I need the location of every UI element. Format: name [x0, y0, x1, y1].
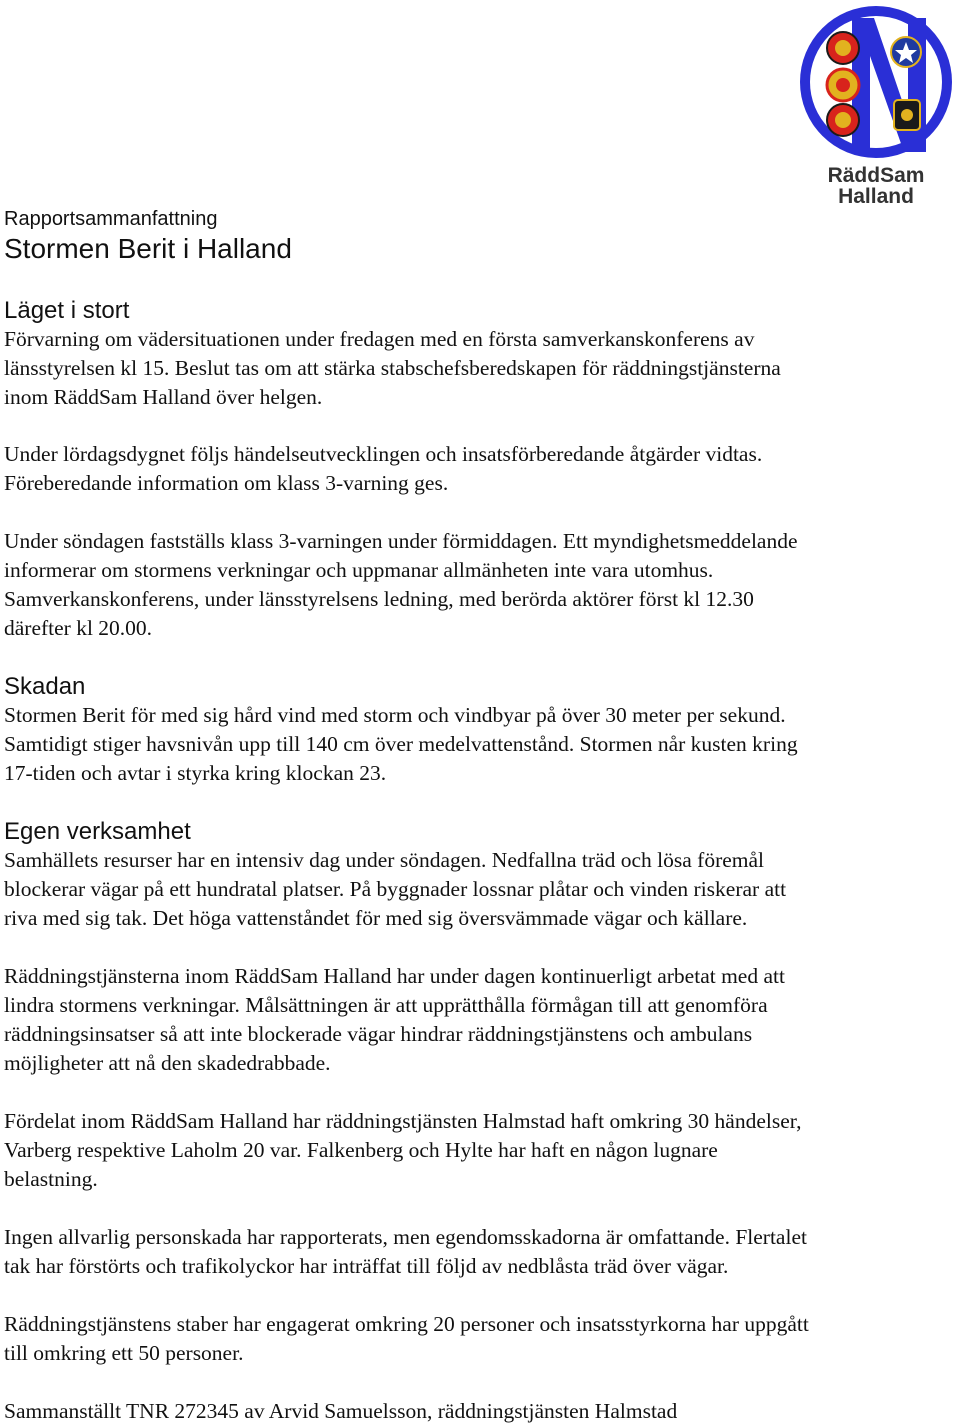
paragraph-egen-5 — [4, 1310, 809, 1368]
text-line: informerar om stormens verkningar och uppmanar allmänheten inte vara utomhus. — [4, 558, 714, 582]
section-heading-skadan: Skadan — [4, 673, 86, 700]
text-line: Förvarning om vädersituationen under fredagen med en första samverkanskonferens av — [4, 327, 755, 351]
page-title: Stormen Berit i Halland — [4, 233, 292, 264]
text-line: riva med sig tak. Det höga vattenståndet för med sig översvämmade vägar och källare. — [4, 906, 748, 930]
text-line: Räddningstjänstens staber har engagerat omkring 20 personer och insatsstyrkorna har uppgått — [4, 1312, 809, 1336]
text-line: Under söndagen fastställs klass 3-varningen under förmiddagen. Ett myndighetsmeddelande — [4, 529, 798, 553]
text-line: Stormen Berit för med sig hård vind med storm och vindbyar på över 30 meter per sekund. — [4, 703, 786, 727]
logo-text-raddsam: RäddSam — [827, 164, 925, 187]
paragraph-laget-2 — [4, 440, 762, 498]
text-line: 17-tiden och avtar i styrka kring klockan 23. — [4, 761, 387, 785]
text-line: till omkring ett 50 personer. — [4, 1341, 244, 1365]
text-line: Räddningstjänsterna inom RäddSam Halland har under dagen kontinuerligt arbetat med att — [4, 964, 785, 988]
report-kicker: Rapportsammanfattning — [4, 208, 218, 230]
text-line: Varberg respektive Laholm 20 var. Falkenberg och Hylte har haft en någon lugnare — [4, 1138, 718, 1162]
section-heading-egen-verksamhet: Egen verksamhet — [4, 818, 191, 845]
text-line: Föreberedande information om klass 3-varning ges. — [4, 471, 449, 495]
paragraph-egen-4 — [4, 1223, 807, 1281]
paragraph-egen-2 — [4, 962, 785, 1078]
text-line: möjligheter att nå den skadedrabbade. — [4, 1051, 331, 1075]
paragraph-egen-1 — [4, 846, 786, 933]
text-line: Samverkanskonferens, under länsstyrelsens ledning, med berörda aktörer först kl 12.30 — [4, 587, 754, 611]
compiled-by-signature — [4, 1397, 677, 1426]
text-line: blockerar vägar på ett hundratal platser. På byggnader lossnar plåtar och vinden riskerar att — [4, 877, 787, 901]
text-line: Sammanställt TNR 272345 av Arvid Samuelsson, räddningstjänsten Halmstad — [4, 1399, 678, 1423]
paragraph-skadan-1 — [4, 701, 798, 788]
text-line: räddningsinsatser så att inte blockerade vägar hindrar räddningstjänstens och ambulans — [4, 1022, 753, 1046]
paragraph-laget-1 — [4, 325, 781, 412]
text-line: lindra stormens verkningar. Målsättningen är att upprätthålla förmågan till att genomföra — [4, 993, 768, 1017]
logo-text-halland: Halland — [838, 185, 914, 208]
text-line: inom RäddSam Halland över helgen. — [4, 385, 323, 409]
text-line: Ingen allvarlig personskada har rapporterats, men egendomsskadorna är omfattande. Flertalet — [4, 1225, 807, 1249]
section-heading-laget: Läget i stort — [4, 297, 130, 324]
text-line: Samtidigt stiger havsnivån upp till 140 cm över medelvattenstånd. Stormen når kusten kring — [4, 732, 798, 756]
paragraph-laget-3 — [4, 527, 798, 643]
text-line: därefter kl 20.00. — [4, 616, 153, 640]
paragraph-egen-3 — [4, 1107, 801, 1194]
text-line: Fördelat inom RäddSam Halland har räddningstjänsten Halmstad haft omkring 30 händelser, — [4, 1109, 802, 1133]
text-line: tak har förstörts och trafikolyckor har inträffat till följd av nedblåsta träd över vägar. — [4, 1254, 729, 1278]
text-line: belastning. — [4, 1167, 98, 1191]
text-line: Samhällets resurser har en intensiv dag under söndagen. Nedfallna träd och lösa föremål — [4, 848, 765, 872]
raddsam-halland-logo — [796, 2, 956, 210]
text-line: Under lördagsdygnet följs händelseutvecklingen och insatsförberedande åtgärder vidtas. — [4, 442, 763, 466]
text-line: länsstyrelsen kl 15. Beslut tas om att stärka stabschefsberedskapen för räddningstjänsterna — [4, 356, 781, 380]
